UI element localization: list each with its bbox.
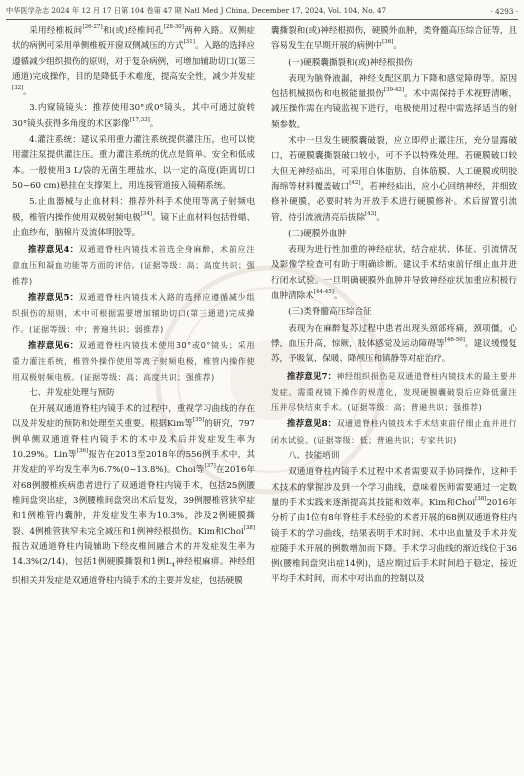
paragraph-learning-curve: 双通道脊柱内镜手术过程中术者需要双手协同操作，这种手术技术的掌握涉及到一个学习曲线，意味着医师需要通过一定数量的手术实践来逐渐提高其技能和效率。Kim和Choi[38]2016年分析了由1位有8年脊柱手术经验的术者开展的68例双通道脊柱内镜手术的学习曲线，结果表明手术时间、术中出血量及手术并发症随手术开展的例数增加而下降。手术学习曲线的渐近线位于36例(腰椎间盘突出症14例)，适应期过后手术时间趋于稳定，接近平均手术时间，而术中对出血的控制以及 (271, 467, 517, 585)
paragraph-hypertension-syndrome: 表现为在麻醉复苏过程中患者出现头颈部疼痛，颈项僵，心悸，血压升高，惊厥，肢体感觉及运动障碍等[46-50]。建议缓慢复苏，予吸氧、保暖、降颅压和镇静等对症治疗。 (271, 323, 518, 365)
subheading-hypertension-syndrome: (三)类脊髓高压综合征 (288, 307, 372, 318)
subheading-dural-tear: (一)硬膜囊撕裂和(或)神经根损伤 (288, 57, 413, 68)
section-heading-complications: 七、并发症处理与预防 (29, 387, 115, 398)
left-column (12, 24, 255, 590)
paragraph-endoscope: 3.内窥镜镜头：推荐使用30°或0°镜头，其中可通过旋转30°镜头获得多角度的术区影像[17,33]。 (12, 103, 255, 129)
journal-citation: 中华医学杂志 2024 年 12 月 17 日第 104 卷第 47 期 Natl Med J China, December 17, 2024, Vol. 104, No. 47 (6, 6, 387, 15)
recommendation-6: 推荐意见6：双通道脊柱内镜技术使用30°或0°镜头；采用重力灌注系统，椎管外操作使用等离子射频电极，椎管内操作使用双极射频电极。(证据等级：高；高度共识；强推荐) (12, 340, 255, 382)
paragraph-approach: 采用经椎板间[26-27]和(或)经椎间孔[28-30]两种入路。双侧症状的病例可采用单侧椎板开窗双侧减压的方式[31]。入路的选择应遵循减少组织损伤的原则，对于复杂病例，可增加辅助切口(第三通道)完成操作，目的是降低手术难度，提高安全性，减少并发症[32]。 (12, 24, 256, 98)
paragraph-dural-tear-management: 术中一旦发生硬膜囊破裂，应立即停止灌注压，充分显露破口，若硬膜囊撕裂破口较小，可不予以特殊处理。若硬膜破口较大但无神经疝出，可采用自体脂肪、自体筋膜、人工硬膜或明胶海绵等材料覆盖破口[42]。若神经疝出，应小心回纳神经，并细致修补硬膜，必要时转为开放手术进行硬膜修补。术后留置引流管，待引流液清亮后拔除[43]。 (271, 136, 517, 223)
right-column (271, 24, 517, 589)
header-rule (6, 19, 518, 20)
recommendation-7: 推荐意见7：神经组织损伤是双通道脊柱内镜技术的最主要并发症。需重视镜下操作的规范化，发现硬膜囊破裂后应降低灌注压并尽快结束手术。(证据等级：高；普遍共识；强推荐) (271, 371, 518, 413)
running-header (6, 4, 518, 18)
recommendation-8: 推荐意见8：双通道脊柱内镜技术手术结束前仔细止血并进行闭水试验。(证据等级：低；普遍共识；专家共识) (271, 419, 518, 445)
paragraph-irrigation: 4.灌注系统：建议采用重力灌注系统提供灌注压，也可以使用灌注泵提供灌注压。重力灌注系统的优点是简单、安全和低成本。一般使用3 L/袋的无菌生理盐水，以一定的高度(距离切口50~60 cm)悬挂在支撑架上，用连接管道接入镜鞘系统。 (12, 135, 255, 191)
paragraph-hemostasis: 5.止血器械与止血材料：推荐外科手术使用等离子射频电极，椎管内操作使用双极射频电极[34]。镜下止血材料包括骨蜡、止血纱布，脑棉片及流体明胶等。 (12, 197, 256, 238)
paragraph-dural-tear-presentation: 表现为脑脊液漏，神经支配区肌力下降和感觉障碍等。原因包括机械损伤和电极能量损伤[39-42]。术中需保持手术视野清晰，减压操作需在内镜监视下进行，电极使用过程中需选择适当的射频参数。 (271, 73, 517, 130)
paragraph-hematoma: 表现为进行性加重的神经症状，结合症状、体征、引流情况及影像学检查可有助于明确诊断。建议手术结束前仔细止血并进行闭水试验。一旦明确硬膜外血肿并导致神经症状加重应积极行血肿清除术[44-45]。 (271, 245, 517, 302)
paragraph-complication-types: 囊撕裂和(或)神经根损伤，硬膜外血肿，类脊髓高压综合征等，且容易发生在早期开展的病例中[36]。 (271, 26, 517, 52)
page-number: · 4293 · (490, 6, 518, 16)
paragraph-complication-rates: 在开展双通道脊柱内镜手术的过程中，重视学习曲线的存在以及并发症的预防和处理至关重要。根据Kim等[35]的研究，797例单侧双通道脊柱内镜手术的术中及术后并发症发生率为10.29%。Lin等[36]报告在2013至2018年的556例手术中，其并发症的平均发生率为6.7%(0~13.8%)。Choi等[37]在2016年对68例腰椎疾病患者进行了双通道脊柱内镜手术，包括25例腰椎间盘突出症，3例腰椎间盘突出术后复发，39例腰椎管狭窄症和1例椎管内囊肿，并发症发生率为10.3%，涉及2例硬膜撕裂、4例椎管狭窄未完全减压和1例神经根损伤。Kim和Choi[38]报告双通道脊柱内镜辅助下经皮椎间融合术的并发症发生率为14.3%(2/14)，包括1例硬膜撕裂和1例$L_4$神经根麻痹。神经组织相关并发症是双通道脊柱内镜手术的主要并发症，包括硬膜 (12, 404, 255, 587)
subheading-epidural-hematoma: (二)硬膜外血肿 (288, 228, 347, 239)
recommendation-5: 推荐意见5：双通道脊柱内镜技术入路的选择应遵循减少组织损伤的原则，术中可根据需要增加辅助切口(第三通道)完成操作。(证据等级：中；普遍共识；弱推荐) (12, 293, 256, 334)
section-heading-training: 八、技能培训 (288, 451, 340, 462)
recommendation-4: 推荐意见4：双通道脊柱内镜技术首选全身麻醉，术前应注意血压和凝血功能等方面的评估。(证据等级：高；高度共识；强推荐) (12, 245, 256, 286)
